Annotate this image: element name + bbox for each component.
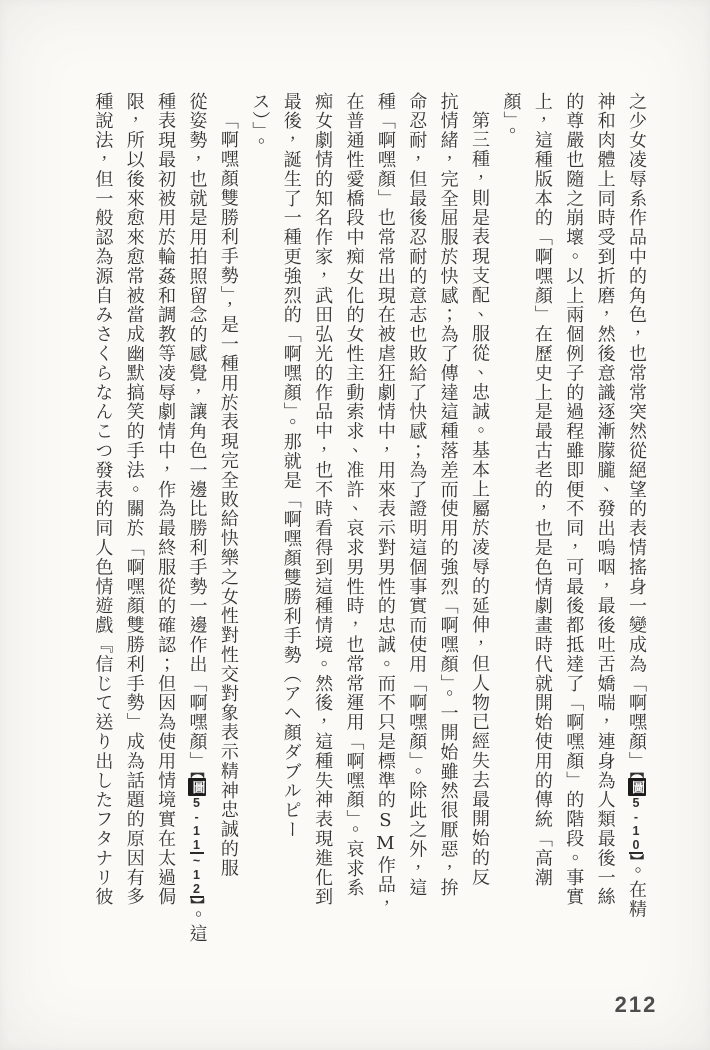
- column-text: ス）」。: [249, 92, 271, 152]
- figure-ref-number: 12: [189, 868, 204, 896]
- text-column: [213, 92, 244, 916]
- figure-ref-number: 10: [629, 824, 643, 852]
- figure-ref-number: ~: [189, 854, 204, 868]
- column-text: 之少女凌辱系作品中的角色，也常常突然從絕望的表情搖身一變成為「啊嘿顏」: [626, 92, 647, 771]
- text-column: [589, 92, 620, 916]
- column-text: 命忍耐，但最後忍耐的意志也敗給了快感；為了證明這個事實而使用「啊嘿顏」。除此之外，這: [406, 92, 428, 898]
- column-text: 種說法，但一般認為源自みさくらなんこつ發表的同人色情遊戲『信じて送り出したフタナリ彼: [92, 92, 114, 907]
- column-text: 在普通性愛橋段中痴女化的女性主動索求、准許、哀求男性時，也常常運用「啊嘿顏」。哀求系: [343, 92, 365, 898]
- text-column: [118, 92, 149, 916]
- column-text: 抗情緒，完全屈服於快感；為了傳達這種落差而使用的強烈「啊嘿顏」。一開始雖然很厭惡，拚: [437, 92, 459, 898]
- latin-upright: SM: [374, 809, 396, 856]
- text-column: [338, 92, 369, 916]
- column-text: 種表現最初被用於輪姦和調教等凌辱劇情中，作為最終服從的確認；但因為使用情境實在太過侷: [155, 92, 177, 907]
- column-text: 最後，誕生了一種更強烈的「啊嘿顏」。那就是「啊嘿顏雙勝利手勢（アヘ顏ダブルピー: [280, 92, 302, 840]
- figure-ref-number: 5-: [629, 796, 643, 824]
- text-column: [244, 92, 275, 916]
- text-column: [526, 92, 557, 916]
- figure-ref-bracket: 【: [628, 771, 644, 778]
- text-column: [275, 92, 306, 916]
- column-text: 種「啊嘿顏」也常常出現在被虐狂劇情中，用來表示對男性的忠誠。而不只是標準的: [374, 92, 396, 810]
- column-text: 的尊嚴也隨之崩壞。以上兩個例子的過程雖即便不同，可最後都抵達了「啊嘿顏」的階段。事實: [563, 92, 585, 907]
- text-column: [369, 92, 400, 916]
- text-column: [558, 92, 589, 916]
- text-column: [621, 92, 652, 920]
- figure-ref-bracket: 【: [188, 771, 205, 778]
- column-text: 。在精: [626, 861, 647, 920]
- text-column: [464, 92, 495, 916]
- column-text: 。這: [186, 905, 208, 944]
- figure-ref-number: 11: [189, 824, 204, 852]
- text-column: [181, 92, 212, 944]
- column-text: 第三種，則是表現支配、服從、忠誠。基本上屬於凌辱的延伸，但人物已經失去最開始的反: [469, 111, 491, 888]
- text-column: [87, 92, 118, 916]
- text-column: [401, 92, 432, 916]
- text-column: [307, 92, 338, 916]
- figure-ref-bracket: 】: [628, 854, 644, 861]
- column-text: 限，所以後來愈來愈常被當成幽默搞笑的手法。關於「啊嘿顏雙勝利手勢」成為話題的原因有多: [123, 92, 145, 907]
- column-text: 神和肉體上同時受到折磨，然後意識逐漸朦朧、發出嗚咽，最後吐舌嬌喘，連身為人類最後一絲: [594, 92, 616, 907]
- column-text: 上，這種版本的「啊嘿顏」在歷史上是最古老的，也是色情劇畫時代就開始使用的傳統「高潮: [531, 92, 553, 888]
- text-column: [150, 92, 181, 916]
- column-text: 作品，: [374, 855, 396, 915]
- figure-ref-box: 圖: [188, 778, 206, 796]
- column-text: 痴女劇情的知名作家，武田弘光的作品中，也不時看得到這種情境。然後，這種失神表現進化到: [312, 92, 334, 907]
- figure-ref-number: 5-: [189, 796, 204, 824]
- column-text: 從姿勢，也就是用拍照留念的感覺，讓角色一邊比勝利手勢一邊作出「啊嘿顏」: [186, 92, 208, 771]
- column-text: 顏」。: [500, 92, 522, 142]
- page-number: 212: [614, 992, 658, 1017]
- text-column: [495, 92, 526, 916]
- text-column: [432, 92, 463, 916]
- figure-ref-bracket: 】: [188, 898, 205, 905]
- text-columns: [87, 92, 652, 944]
- figure-ref-box: 圖: [628, 778, 646, 796]
- column-text: 「啊嘿顏雙勝利手勢」，是一種用於表現完全敗給快樂之女性對性交對象表示精神忠誠的服: [217, 111, 239, 879]
